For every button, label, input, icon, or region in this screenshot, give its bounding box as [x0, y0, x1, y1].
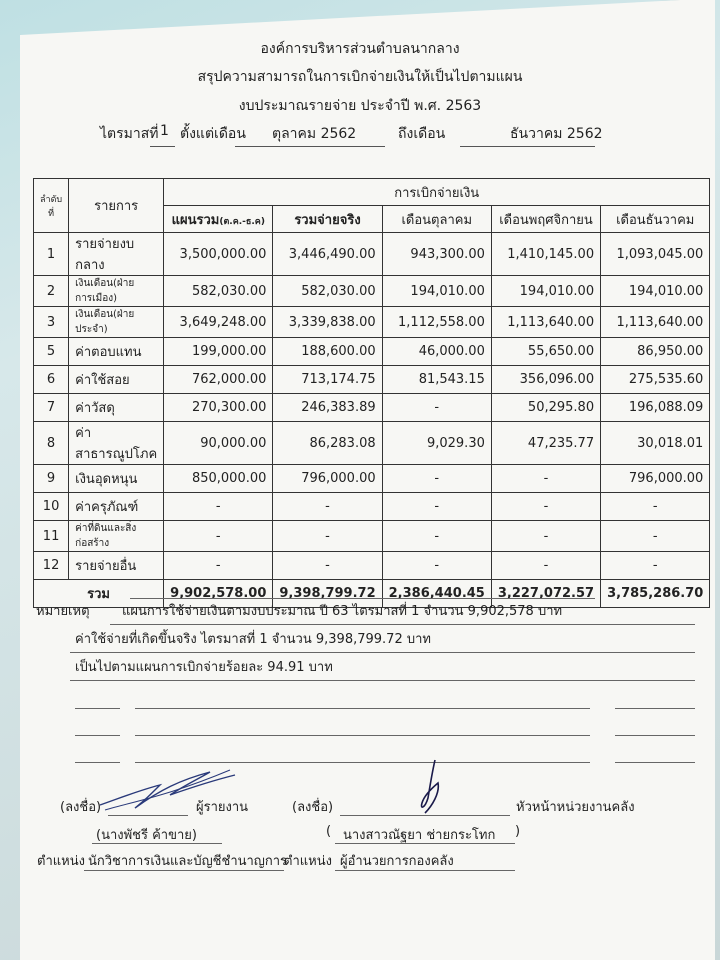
row-plan: 3,649,248.00: [164, 307, 273, 338]
header-december: เดือนธันวาคม: [601, 206, 710, 233]
finance-name-close: ): [515, 824, 521, 839]
header-october: เดือนตุลาคม: [382, 206, 491, 233]
row-october: 194,010.00: [382, 276, 491, 307]
to-month-label: ถึงเดือน: [398, 126, 446, 142]
row-december: 275,535.60: [601, 366, 710, 394]
row-october: 46,000.00: [382, 338, 491, 366]
row-no: 3: [34, 307, 69, 338]
row-actual: 713,174.75: [273, 366, 382, 394]
finance-head-signature-icon: [410, 758, 450, 818]
blank-rule: [615, 708, 695, 709]
remarks-line-1: แผนการใช้จ่ายเงินตามงบประมาณ ปี 63 ไตรมาสที่ 1 จำนวน 9,902,578 บาท: [122, 604, 563, 619]
row-no: 2: [34, 276, 69, 307]
row-plan: -: [164, 493, 273, 521]
header-plan-label: แผนรวม: [171, 212, 220, 228]
row-actual: 188,600.00: [273, 338, 382, 366]
row-actual: 582,030.00: [273, 276, 382, 307]
reporter-sign-label: (ลงชื่อ): [60, 800, 102, 815]
finance-position-rule: [335, 870, 515, 871]
header-item: รายการ: [69, 179, 164, 233]
row-item: ค่าครุภัณฑ์: [69, 493, 164, 521]
blank-rule: [135, 708, 590, 709]
total-november: 3,227,072.57: [491, 580, 600, 608]
row-november: 356,096.00: [491, 366, 600, 394]
row-no: 7: [34, 394, 69, 422]
row-november: 194,010.00: [491, 276, 600, 307]
table-row: [34, 552, 710, 580]
remarks-label: หมายเหตุ: [36, 604, 90, 619]
to-month-value: ธันวาคม 2562: [510, 126, 603, 142]
table-row: [34, 521, 710, 552]
header-disbursement: การเบิกจ่ายเงิน: [164, 179, 710, 206]
row-december: 196,088.09: [601, 394, 710, 422]
row-october: -: [382, 552, 491, 580]
table-row: [34, 366, 710, 394]
row-october: -: [382, 465, 491, 493]
reporter-name: (นางพัชรี ค้าขาย): [96, 828, 197, 843]
row-no: 1: [34, 233, 69, 276]
finance-position: ผู้อำนวยการกองคลัง: [340, 854, 454, 869]
blank-rule: [75, 735, 120, 736]
row-november: -: [491, 552, 600, 580]
finance-head-role: หัวหน้าหน่วยงานคลัง: [516, 800, 635, 815]
header-plan-note: (ต.ค.-ธ.ค): [219, 216, 265, 227]
total-october: 2,386,440.45: [382, 580, 491, 608]
to-month-underline: [460, 146, 595, 147]
row-november: -: [491, 493, 600, 521]
blank-rule: [615, 762, 695, 763]
row-item: รายจ่ายงบกลาง: [69, 233, 164, 276]
row-plan: -: [164, 552, 273, 580]
row-actual: 796,000.00: [273, 465, 382, 493]
row-actual: -: [273, 552, 382, 580]
row-item: ค่าสาธารณูปโภค: [69, 422, 164, 465]
table-row: [34, 422, 710, 465]
table-row: [34, 338, 710, 366]
table-row: [34, 233, 710, 276]
row-october: -: [382, 521, 491, 552]
total-actual: 9,398,799.72: [273, 580, 382, 608]
disbursement-table: [33, 178, 710, 608]
finance-sign-label: (ลงชื่อ): [292, 800, 334, 815]
row-plan: 90,000.00: [164, 422, 273, 465]
row-december: 30,018.01: [601, 422, 710, 465]
remark-rule-1: [110, 624, 695, 625]
table-row: [34, 493, 710, 521]
reporter-role: ผู้รายงาน: [196, 800, 249, 815]
reporter-position-rule: [84, 870, 284, 871]
row-november: 1,113,640.00: [491, 307, 600, 338]
row-no: 8: [34, 422, 69, 465]
remarks-line-3: เป็นไปตามแผนการเบิกจ่ายร้อยละ 94.91 บาท: [75, 660, 333, 675]
row-actual: 246,383.89: [273, 394, 382, 422]
row-actual: 86,283.08: [273, 422, 382, 465]
row-no: 12: [34, 552, 69, 580]
row-actual: -: [273, 521, 382, 552]
row-plan: 3,500,000.00: [164, 233, 273, 276]
reporter-name-rule: [92, 843, 222, 844]
quarter-value: 1: [160, 123, 169, 139]
from-month-underline: [235, 146, 385, 147]
row-december: -: [601, 552, 710, 580]
header-november: เดือนพฤศจิกายน: [491, 206, 600, 233]
document-subtitle: งบประมาณรายจ่าย ประจำปี พ.ศ. 2563: [238, 98, 482, 114]
row-item: รายจ่ายอื่น: [69, 552, 164, 580]
remarks-line-2: ค่าใช้จ่ายที่เกิดขึ้นจริง ไตรมาสที่ 1 จำนวน 9,398,799.72 บาท: [75, 632, 431, 647]
reporter-position-label: ตำแหน่ง: [37, 854, 85, 869]
row-item: ค่าวัสดุ: [69, 394, 164, 422]
finance-sign-rule: [340, 815, 510, 816]
row-december: 194,010.00: [601, 276, 710, 307]
row-plan: 762,000.00: [164, 366, 273, 394]
row-october: 81,543.15: [382, 366, 491, 394]
remark-rule-top: [130, 598, 595, 599]
row-october: 9,029.30: [382, 422, 491, 465]
row-item: เงินอุดหนุน: [69, 465, 164, 493]
org-name: องค์การบริหารส่วนตำบลนากลาง: [260, 41, 460, 57]
finance-position-label: ตำแหน่ง: [284, 854, 332, 869]
row-item: เงินเดือน(ฝ่ายการเมือง): [69, 276, 164, 307]
row-october: 1,112,558.00: [382, 307, 491, 338]
total-december: 3,785,286.70: [601, 580, 710, 608]
row-plan: -: [164, 521, 273, 552]
row-item: เงินเดือน(ฝ่ายประจำ): [69, 307, 164, 338]
quarter-underline: [150, 146, 175, 147]
reporter-sign-rule: [108, 815, 188, 816]
table-row: [34, 307, 710, 338]
remark-rule-3: [70, 680, 695, 681]
row-actual: -: [273, 493, 382, 521]
finance-name-rule: [335, 843, 515, 844]
table-row: [34, 394, 710, 422]
row-plan: 582,030.00: [164, 276, 273, 307]
row-item: ค่าที่ดินและสิ่งก่อสร้าง: [69, 521, 164, 552]
row-no: 6: [34, 366, 69, 394]
row-november: -: [491, 465, 600, 493]
row-october: -: [382, 394, 491, 422]
row-december: 796,000.00: [601, 465, 710, 493]
total-label: รวม: [34, 580, 164, 608]
blank-rule: [75, 708, 120, 709]
row-october: 943,300.00: [382, 233, 491, 276]
from-month-label: ตั้งแต่เดือน: [180, 126, 246, 142]
table-row: [34, 465, 710, 493]
header-no: ลำดับที่: [34, 179, 69, 233]
row-plan: 850,000.00: [164, 465, 273, 493]
reporter-position: นักวิชาการเงินและบัญชีชำนาญการ: [88, 854, 288, 869]
finance-name-open: (: [326, 824, 332, 839]
document-title: สรุปความสามารถในการเบิกจ่ายเงินให้เป็นไปตามแผน: [197, 69, 523, 85]
row-actual: 3,446,490.00: [273, 233, 382, 276]
row-item: ค่าตอบแทน: [69, 338, 164, 366]
row-no: 5: [34, 338, 69, 366]
row-december: -: [601, 493, 710, 521]
from-month-value: ตุลาคม 2562: [272, 126, 357, 142]
row-november: 47,235.77: [491, 422, 600, 465]
row-november: 55,650.00: [491, 338, 600, 366]
blank-rule: [135, 735, 590, 736]
remark-rule-2: [70, 652, 695, 653]
row-november: -: [491, 521, 600, 552]
finance-name: นางสาวณัฐยา ช่ายกระโทก: [343, 828, 496, 843]
row-november: 1,410,145.00: [491, 233, 600, 276]
total-plan: 9,902,578.00: [164, 580, 273, 608]
row-october: -: [382, 493, 491, 521]
row-december: -: [601, 521, 710, 552]
row-plan: 199,000.00: [164, 338, 273, 366]
row-plan: 270,300.00: [164, 394, 273, 422]
row-no: 11: [34, 521, 69, 552]
blank-rule: [615, 735, 695, 736]
row-item: ค่าใช้สอย: [69, 366, 164, 394]
row-december: 1,113,640.00: [601, 307, 710, 338]
header-actual: รวมจ่ายจริง: [273, 206, 382, 233]
row-actual: 3,339,838.00: [273, 307, 382, 338]
row-no: 9: [34, 465, 69, 493]
header-plan: [164, 206, 273, 233]
table-row: [34, 276, 710, 307]
row-no: 10: [34, 493, 69, 521]
row-december: 86,950.00: [601, 338, 710, 366]
row-december: 1,093,045.00: [601, 233, 710, 276]
quarter-label: ไตรมาสที่: [100, 126, 159, 142]
row-november: 50,295.80: [491, 394, 600, 422]
